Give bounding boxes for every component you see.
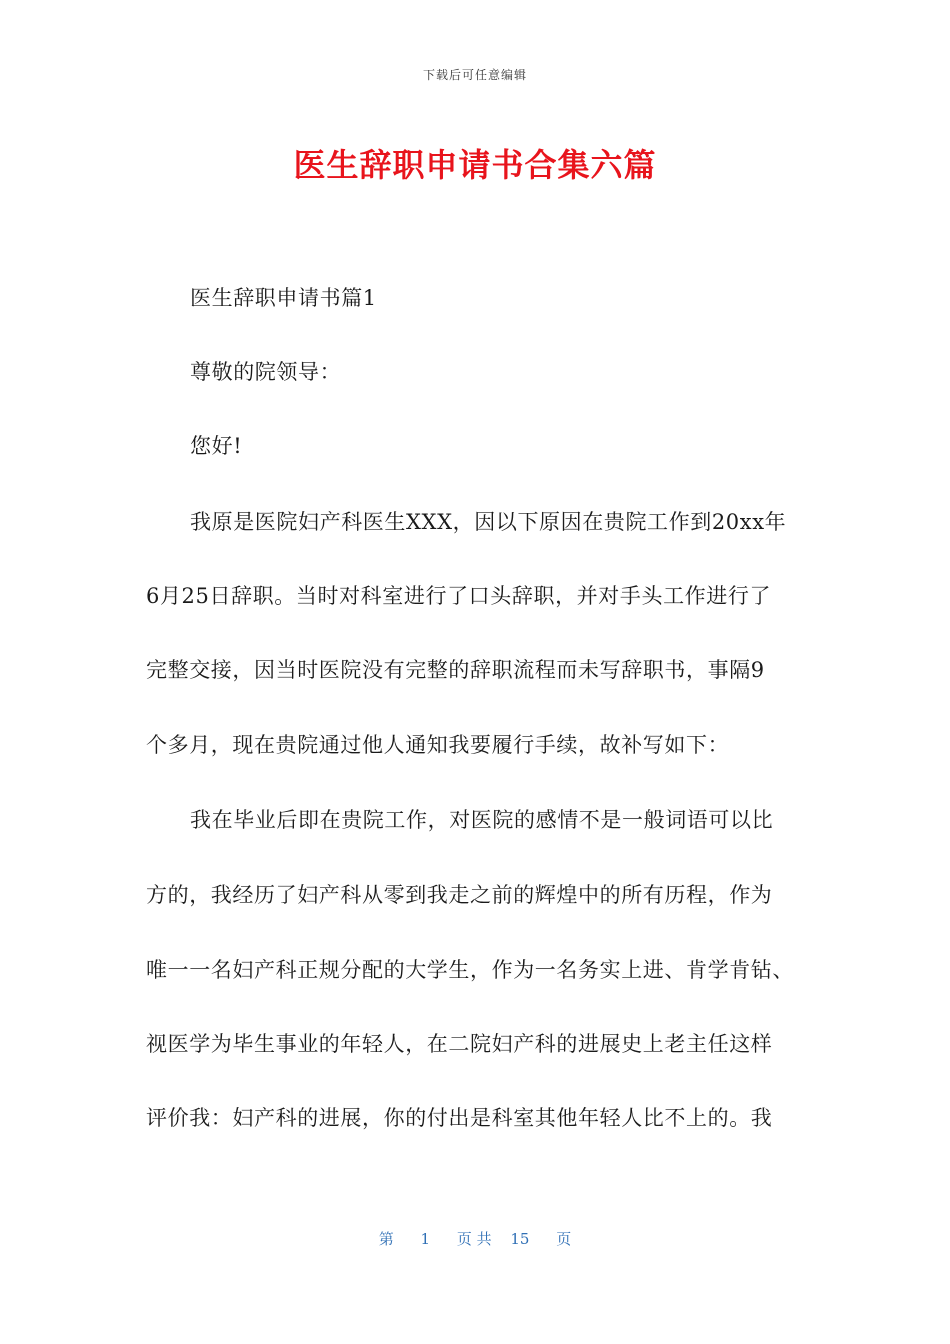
paragraph-line: 我原是医院妇产科医生XXX，因以下原因在贵院工作到20xx年 [190, 510, 787, 534]
salutation: 尊敬的院领导： [190, 360, 342, 384]
footer-total-pages: 15 [510, 1230, 530, 1248]
section-heading: 医生辞职申请书篇1 [190, 286, 377, 310]
greeting: 您好! [190, 434, 243, 458]
footer-current-page: 1 [420, 1230, 431, 1248]
header-note: 下载后可任意编辑 [422, 68, 527, 82]
paragraph-line: 我在毕业后即在贵院工作，对医院的感情不是一般词语可以比 [190, 808, 774, 832]
footer-middle: 页 共 [456, 1230, 492, 1248]
paragraph-line: 个多月，现在贵院通过他人通知我要履行手续，故补写如下： [146, 733, 730, 757]
paragraph-line: 唯一一名妇产科正规分配的大学生，作为一名务实上进、肯学肯钻、 [146, 958, 794, 982]
footer-suffix: 页 [556, 1230, 572, 1248]
paragraph-line: 评价我：妇产科的进展，你的付出是科室其他年轻人比不上的。我 [146, 1106, 773, 1130]
paragraph-line: 视医学为毕生事业的年轻人，在二院妇产科的进展史上老主任这样 [146, 1032, 773, 1056]
paragraph-line: 完整交接，因当时医院没有完整的辞职流程而未写辞职书，事隔9 [146, 658, 765, 682]
paragraph-line: 6月25日辞职。当时对科室进行了口头辞职，并对手头工作进行了 [146, 584, 772, 608]
paragraph-line: 方的，我经历了妇产科从零到我走之前的辉煌中的所有历程，作为 [146, 883, 773, 907]
document-title: 医生辞职申请书合集六篇 [293, 146, 657, 184]
footer-prefix: 第 [378, 1230, 394, 1248]
page-footer [0, 1228, 950, 1249]
